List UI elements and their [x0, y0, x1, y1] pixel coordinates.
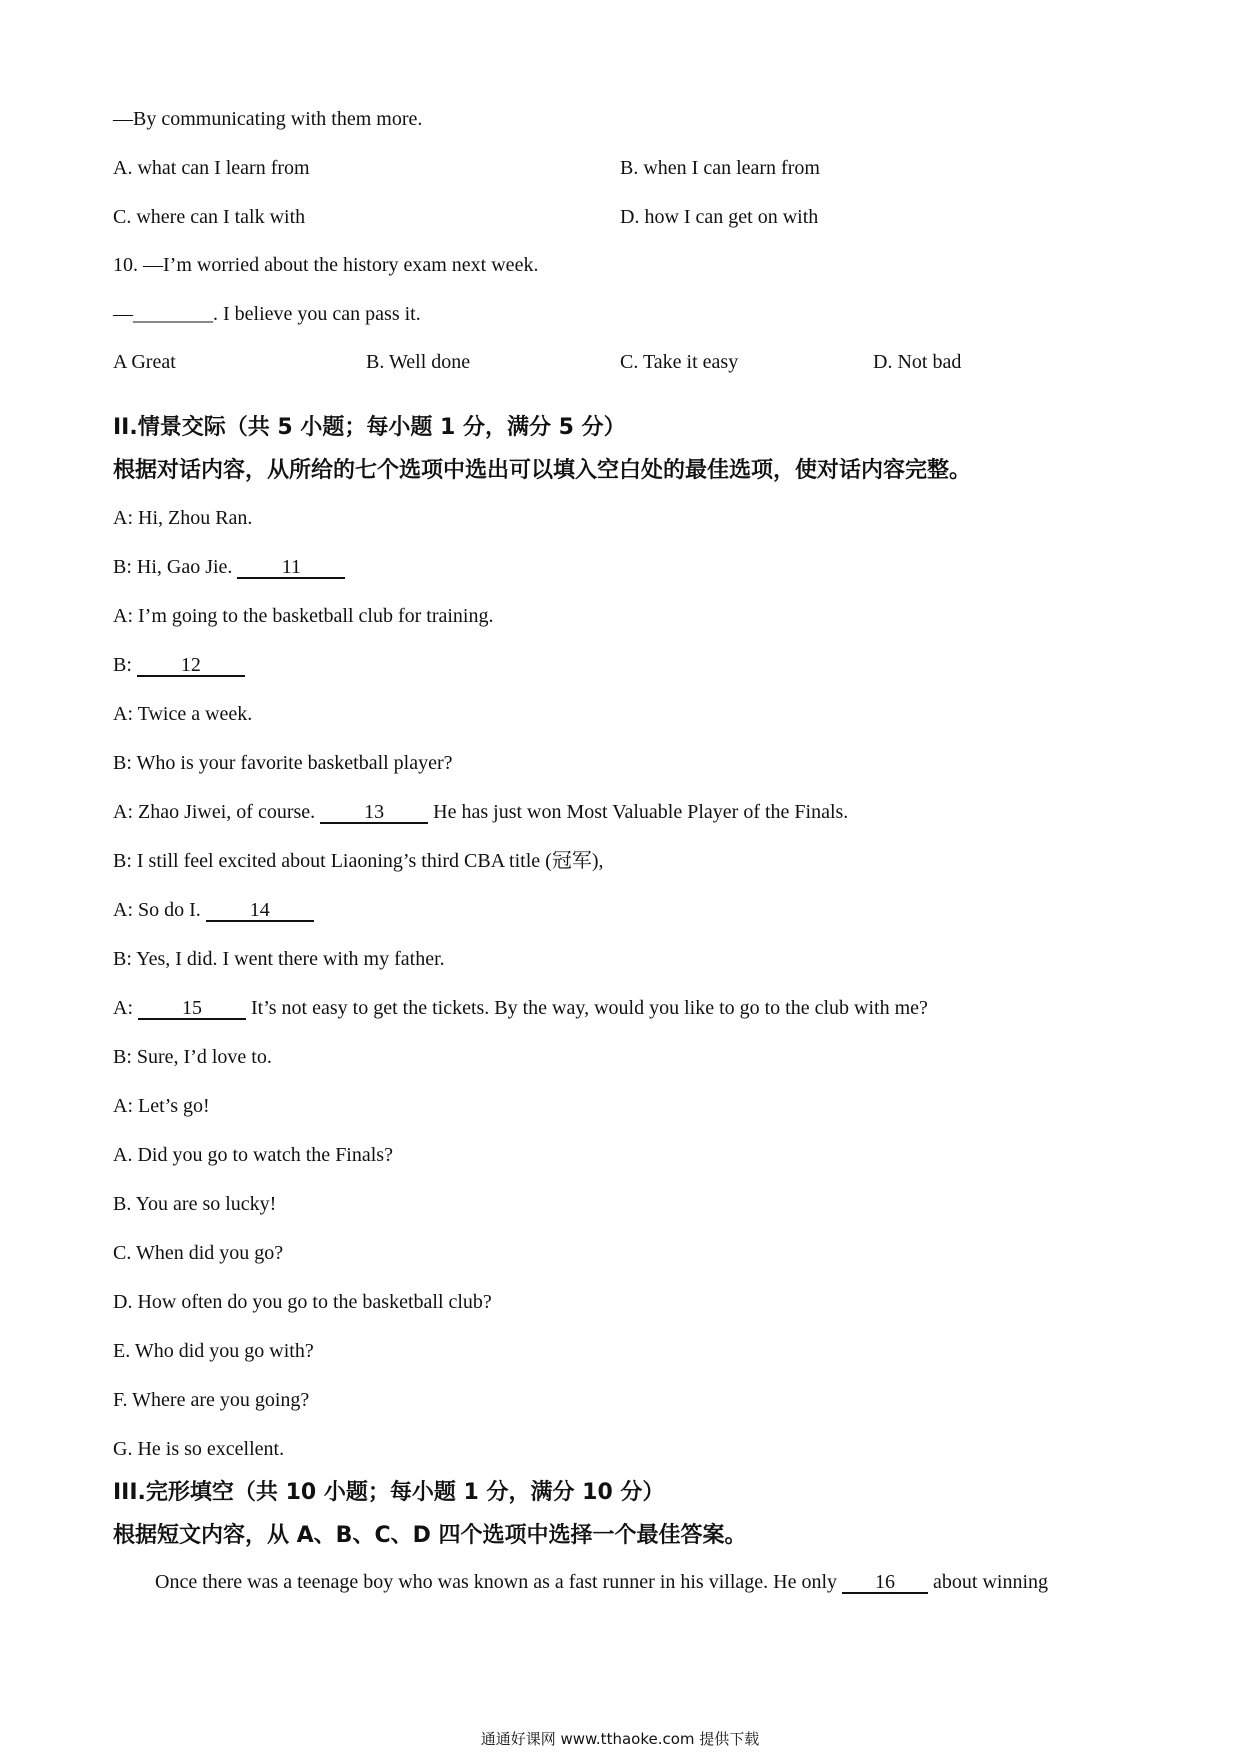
- q10-reply-blank: ________: [133, 303, 213, 325]
- blank-11: 11: [237, 557, 345, 579]
- choice-d: D. How often do you go to the basketball club?: [113, 1291, 492, 1313]
- blank-15: 15: [138, 998, 246, 1020]
- q10-option-d: D. Not bad: [873, 351, 962, 373]
- dialogue-line-11-text: A:: [113, 997, 138, 1019]
- dialogue-line-9-text: A: So do I.: [113, 899, 206, 921]
- dialogue-line-5: A: Twice a week.: [113, 703, 253, 725]
- dialogue-line-12: B: Sure, I’d love to.: [113, 1046, 272, 1068]
- dialogue-line-2-text: B: Hi, Gao Jie.: [113, 556, 238, 578]
- dialogue-line-4: [113, 653, 245, 677]
- blank-12: 12: [137, 655, 245, 677]
- dialogue-line-13: A: Let’s go!: [113, 1095, 210, 1117]
- choice-f: F. Where are you going?: [113, 1389, 310, 1411]
- section2-title: II.情景交际（共 5 小题；每小题 1 分，满分 5 分）: [113, 415, 626, 440]
- passage-line: [155, 1570, 1048, 1594]
- dialogue-line-3: A: I’m going to the basketball club for training.: [113, 605, 494, 627]
- section2-instruction: 根据对话内容，从所给的七个选项中选出可以填入空白处的最佳选项，使对话内容完整。: [113, 458, 972, 483]
- choice-c: C. When did you go?: [113, 1242, 284, 1264]
- q10-option-a: A Great: [113, 351, 176, 373]
- dialogue-line-1: A: Hi, Zhou Ran.: [113, 507, 253, 529]
- q9-option-b: B. when I can learn from: [620, 157, 820, 179]
- passage-text: Once there was a teenage boy who was known as a fast runner in his village. He only: [155, 1571, 843, 1593]
- q10-option-b: B. Well done: [366, 351, 471, 373]
- dialogue-line-7: [113, 800, 848, 824]
- dialogue-line-11-tail: It’s not easy to get the tickets. By the way, would you like to go to the club with me?: [246, 997, 928, 1019]
- blank-13: 13: [320, 802, 428, 824]
- q10-option-c: C. Take it easy: [620, 351, 739, 373]
- q9-option-d: D. how I can get on with: [620, 206, 819, 228]
- dialogue-line-7-tail: He has just won Most Valuable Player of the Finals.: [428, 801, 849, 823]
- q9-option-c: C. where can I talk with: [113, 206, 306, 228]
- blank-14: 14: [206, 900, 314, 922]
- choice-e: E. Who did you go with?: [113, 1340, 314, 1362]
- passage-tail: about winning: [928, 1571, 1049, 1593]
- q10-reply: [113, 302, 421, 326]
- dialogue-line-4-text: B:: [113, 654, 137, 676]
- choice-b: B. You are so lucky!: [113, 1193, 277, 1215]
- section3-instruction: 根据短文内容，从 A、B、C、D 四个选项中选择一个最佳答案。: [113, 1523, 747, 1548]
- q9-option-a: A. what can I learn from: [113, 157, 310, 179]
- dialogue-line-11: [113, 996, 928, 1020]
- q10-stem: 10. —I’m worried about the history exam next week.: [113, 254, 539, 276]
- choice-g: G. He is so excellent.: [113, 1438, 285, 1460]
- q10-reply-text: . I believe you can pass it.: [213, 303, 421, 325]
- dialogue-line-2: [113, 555, 345, 579]
- dialogue-line-8: B: I still feel excited about Liaoning’s third CBA title (冠军),: [113, 850, 604, 872]
- dialogue-line-10: B: Yes, I did. I went there with my father.: [113, 948, 445, 970]
- page-footer: 通通好课网 www.tthaoke.com 提供下载: [480, 1730, 760, 1748]
- q9-answer-line: —By communicating with them more.: [113, 108, 423, 130]
- q10-reply-dash: —: [113, 303, 133, 325]
- dialogue-line-6: B: Who is your favorite basketball player?: [113, 752, 453, 774]
- blank-16: 16: [842, 1572, 928, 1594]
- dialogue-line-9: [113, 898, 314, 922]
- choice-a: A. Did you go to watch the Finals?: [113, 1144, 393, 1166]
- dialogue-line-7-text: A: Zhao Jiwei, of course.: [113, 801, 321, 823]
- section3-title: III.完形填空（共 10 小题；每小题 1 分，满分 10 分）: [113, 1480, 665, 1505]
